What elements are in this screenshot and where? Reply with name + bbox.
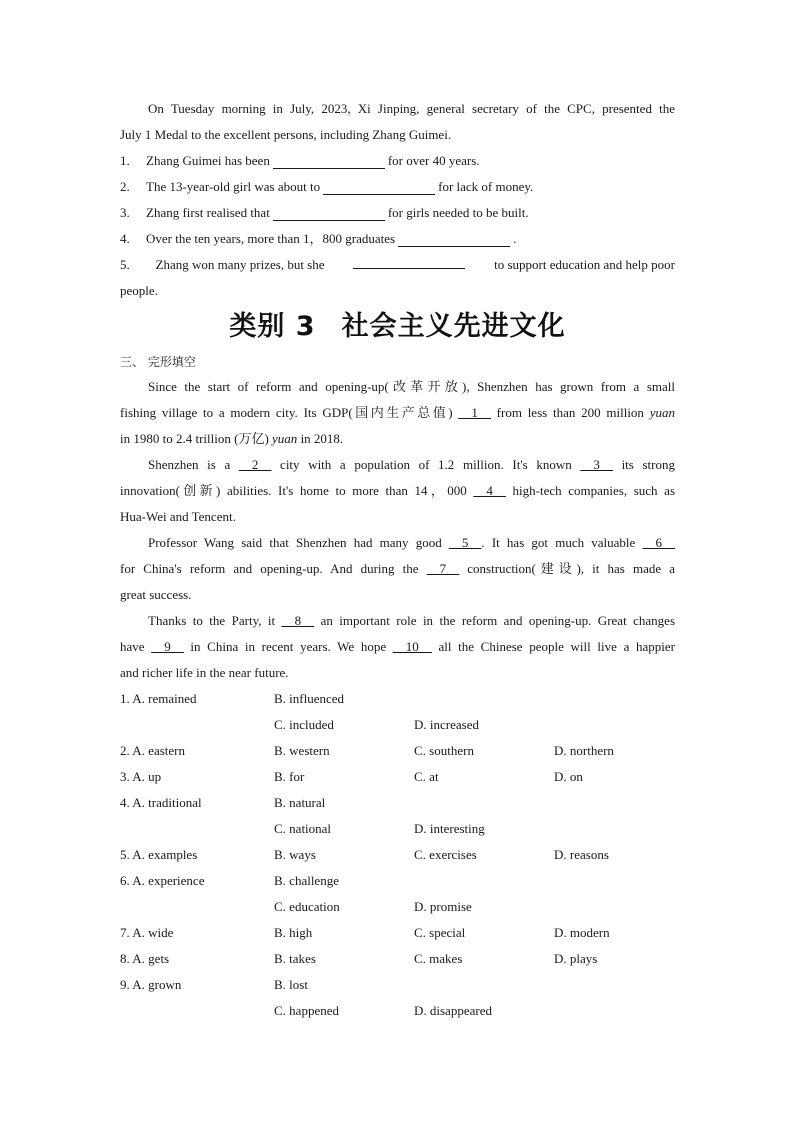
question-5 (120, 252, 675, 278)
question-text: Zhang first realised that (146, 205, 270, 220)
cloze-blank-2[interactable]: __2__ (238, 457, 272, 472)
question-number: 5. (120, 257, 130, 272)
option-a[interactable]: 2. A. eastern (120, 743, 185, 758)
answer-blank[interactable] (273, 152, 385, 169)
option-row (120, 972, 675, 998)
option-b[interactable]: B. high (274, 925, 313, 940)
option-row (120, 894, 675, 920)
option-c[interactable]: C. southern (414, 743, 474, 758)
option-row (120, 920, 675, 946)
cloze-blank-4[interactable]: __4__ (473, 483, 506, 498)
intro-line: July 1 Medal to the excellent persons, including Zhang Guimei. (120, 127, 452, 142)
cloze-blank-10[interactable]: __10__ (392, 639, 432, 654)
passage-line: Thanks to the Party, it __8__ an important role in the reform and opening-up. Great changes (148, 613, 675, 628)
option-row (120, 816, 675, 842)
question-number: 4. (120, 231, 130, 246)
passage-line: fishing village to a modern city. Its GDP(国内生产总值) __1__ from less than 200 million yuan (120, 405, 675, 420)
document-page (120, 96, 675, 1024)
option-row (120, 790, 675, 816)
question-text: The 13-year-old girl was about to (146, 179, 321, 194)
category-number: 类别 3 (229, 311, 316, 342)
question-text: Over the ten years, more than 1，800 graduates (146, 231, 396, 246)
option-row (120, 946, 675, 972)
category-title (120, 304, 675, 350)
option-b[interactable]: B. for (274, 769, 305, 784)
option-d[interactable]: D. on (554, 769, 583, 784)
question-3 (120, 200, 675, 226)
answer-blank[interactable] (323, 178, 435, 195)
question-1 (120, 148, 675, 174)
question-text: for over 40 years. (387, 153, 480, 168)
option-b[interactable]: B. western (274, 743, 330, 758)
option-row (120, 686, 675, 712)
option-c[interactable]: C. at (414, 769, 439, 784)
option-b[interactable]: B. takes (274, 951, 316, 966)
option-c[interactable]: C. national (274, 821, 332, 836)
cloze-blank-5[interactable]: __5__ (448, 535, 482, 550)
question-text: to support education and help poor (494, 257, 675, 272)
question-text: Zhang Guimei has been (146, 153, 270, 168)
passage-line: and richer life in the near future. (120, 665, 289, 680)
option-a[interactable]: 1. A. remained (120, 691, 197, 706)
answer-blank[interactable] (398, 230, 510, 247)
option-d[interactable]: D. reasons (554, 847, 609, 862)
option-row (120, 842, 675, 868)
option-b[interactable]: B. lost (274, 977, 308, 992)
option-row (120, 738, 675, 764)
question-text: for girls needed to be built. (387, 205, 529, 220)
cloze-blank-6[interactable]: __6__ (642, 535, 675, 550)
question-text: . (513, 231, 517, 246)
passage-line: Since the start of reform and opening-up(改革开放), Shenzhen has grown from a small (148, 379, 675, 394)
question-text: Zhang won many prizes, but she (155, 257, 325, 272)
option-a[interactable]: 9. A. grown (120, 977, 182, 992)
option-row (120, 998, 675, 1024)
passage-line: Hua-Wei and Tencent. (120, 509, 236, 524)
option-b[interactable]: B. ways (274, 847, 316, 862)
option-c[interactable]: C. happened (274, 1003, 339, 1018)
option-row (120, 868, 675, 894)
cloze-blank-9[interactable]: __9__ (151, 639, 184, 654)
option-d[interactable]: D. plays (554, 951, 598, 966)
question-5-continued: people. (120, 283, 158, 298)
option-c[interactable]: C. included (274, 717, 334, 732)
option-d[interactable]: D. interesting (414, 821, 485, 836)
passage-line: for China's reform and opening-up. And during the __7__ construction(建设), it has made a (120, 561, 675, 576)
question-number: 1. (120, 153, 130, 168)
question-4 (120, 226, 675, 252)
question-2 (120, 174, 675, 200)
option-a[interactable]: 4. A. traditional (120, 795, 202, 810)
category-name: 社会主义先进文化 (341, 311, 566, 342)
passage-line: great success. (120, 587, 192, 602)
answer-blank[interactable] (353, 252, 465, 269)
cloze-blank-8[interactable]: __8__ (281, 613, 315, 628)
passage-line: innovation(创新) abilities. It's home to more than 14，000 __4__ high-tech companies, such as (120, 483, 675, 498)
passage-line: Professor Wang said that Shenzhen had many good __5__. It has got much valuable __6__ (148, 535, 675, 550)
option-c[interactable]: C. exercises (414, 847, 477, 862)
option-row (120, 712, 675, 738)
passage-line: have __9__ in China in recent years. We hope __10__ all the Chinese people will live a happier (120, 639, 675, 654)
options-list (120, 686, 675, 1024)
option-c[interactable]: C. makes (414, 951, 463, 966)
section-heading: 三、 完形填空 (120, 355, 196, 369)
passage-line: in 1980 to 2.4 trillion (万亿) yuan in 2018. (120, 431, 344, 446)
option-d[interactable]: D. disappeared (414, 1003, 492, 1018)
cloze-blank-3[interactable]: __3__ (580, 457, 613, 472)
option-row (120, 764, 675, 790)
cloze-blank-1[interactable]: __1__ (458, 405, 491, 420)
option-c[interactable]: C. education (274, 899, 340, 914)
question-number: 3. (120, 205, 130, 220)
option-d[interactable]: D. promise (414, 899, 472, 914)
option-c[interactable]: C. special (414, 925, 466, 940)
question-number: 2. (120, 179, 130, 194)
answer-blank[interactable] (273, 204, 385, 221)
option-b[interactable]: B. challenge (274, 873, 339, 888)
intro-line: On Tuesday morning in July, 2023, Xi Jinping, general secretary of the CPC, presented the (148, 101, 675, 116)
option-a[interactable]: 7. A. wide (120, 925, 174, 940)
option-a[interactable]: 6. A. experience (120, 873, 205, 888)
cloze-blank-7[interactable]: __7__ (426, 561, 460, 576)
option-a[interactable]: 8. A. gets (120, 951, 170, 966)
passage-line: Shenzhen is a __2__ city with a population of 1.2 million. It's known __3__ its strong (148, 457, 675, 472)
option-b[interactable]: B. natural (274, 795, 326, 810)
option-a[interactable]: 5. A. examples (120, 847, 198, 862)
option-a[interactable]: 3. A. up (120, 769, 162, 784)
option-d[interactable]: D. northern (554, 743, 614, 758)
option-d[interactable]: D. modern (554, 925, 610, 940)
option-b[interactable]: B. influenced (274, 691, 345, 706)
question-text: for lack of money. (438, 179, 534, 194)
option-d[interactable]: D. increased (414, 717, 479, 732)
